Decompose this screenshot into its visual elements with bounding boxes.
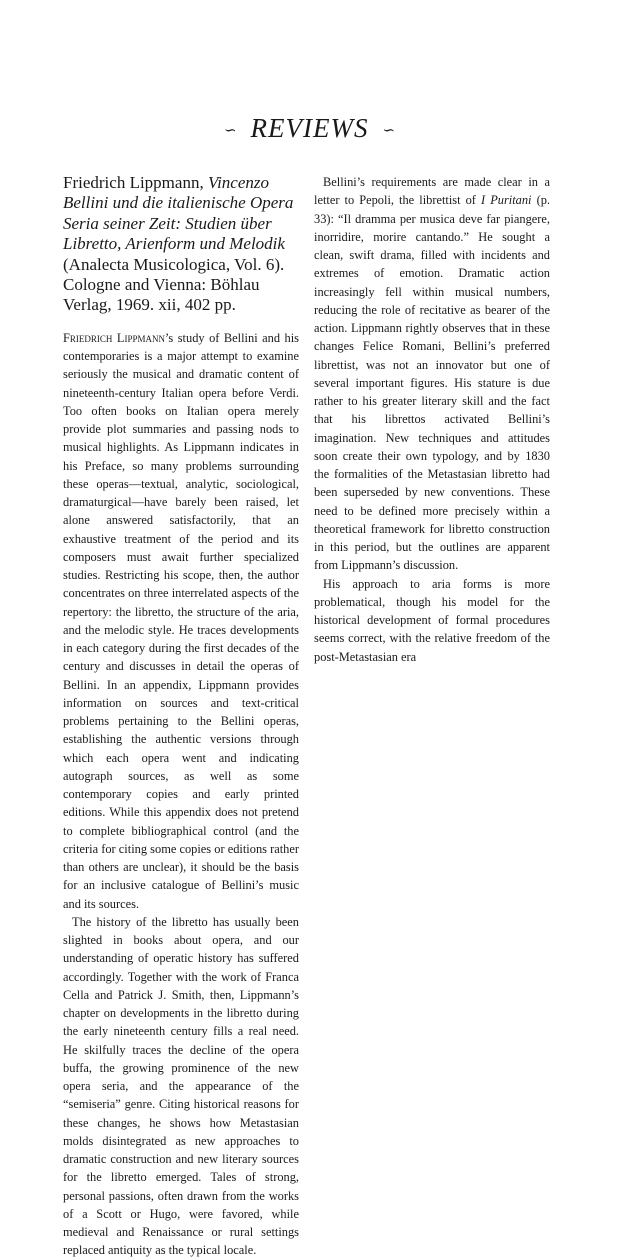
paragraph-3-before: Bellini’s requirements are made clear in a letter to Pepoli, the librettist of bbox=[314, 175, 550, 208]
book-title: Vincenzo Bellini und die italienische Opera Seria seiner Zeit: Studien über Libretto, Arienform und Melodik bbox=[63, 173, 294, 254]
opera-title: I Puritani bbox=[481, 193, 532, 208]
review-paragraph-3 bbox=[314, 173, 550, 575]
book-author: Friedrich Lippmann, bbox=[63, 173, 208, 192]
book-citation bbox=[63, 173, 299, 316]
section-header bbox=[0, 113, 619, 144]
left-column bbox=[63, 173, 299, 1260]
ornament-left-icon: ∽ bbox=[223, 123, 237, 140]
book-publication: (Analecta Musicologica, Vol. 6). Cologne and Vienna: Böhlau Verlag, 1969. xii, 402 pp. bbox=[63, 254, 285, 315]
review-paragraph-2: The history of the libretto has usually been slighted in books about opera, and our understanding of operatic history has suffered accordingly. Together with the work of Franca Cella and Patrick J. Smith, then, Lippmann’s chapter on developments in the libretto during the early nineteenth century fills a real need. He skilfully traces the decline of the opera buffa, the growing prominence of the new opera seria, and the appearance of the “semiseria” genre. Citing historical reasons for these changes, he shows how Metastasian molds disintegrated as new approaches to dramatic construction and new literary sources for the libretto emerged. Tales of strong, personal passions, often drawn from the works of a Scott or Hugo, were favored, while medieval and Renaissance or rural settings replaced antiquity as the typical locale. bbox=[63, 914, 299, 1258]
paragraph-3-after: (p. 33): “Il dramma per musica deve far piangere, inorridire, morire cantando.” He sought a clean, swift drama, filled with incidents and extremes of emotion. Dramatic action increasingly fell within musical numbers, reducing the role of recitative as bearer of the action. Lippmann rightly observes that in these changes Felice Romani, Bellini’s preferred librettist, was not an innovator but one of several important figures. His stature is due rather to his greater literary skill and the fact that his librettos activated Bellini’s imagination. New techniques and attitudes soon create their own typology, and by 1830 the formalities of the Metastasian libretto had been superseded by new conventions. These need to be defined more precisely within a theoretical framework for libretto construction in this period, but the outlines are apparent from Lippmann’s discussion. bbox=[314, 193, 550, 573]
ornament-right-icon: ∽ bbox=[382, 123, 396, 140]
review-paragraph-1 bbox=[63, 329, 299, 913]
right-column bbox=[314, 173, 550, 666]
paragraph-1-text: ’s study of Bellini and his contemporaries is a major attempt to examine seriously the musical and dramatic content of nineteenth-century Italian opera before Verdi. Too often books on Italian opera merely provide plot summaries and passing nods to musical highlights. As Lippmann indicates in his Preface, so many problems surrounding these operas—textual, analytic, sociological, dramaturgical—have barely been raised, let alone answered satisfactorily, that an exhaustive treatment of the period and its composers must await further specialized studies. Restricting his scope, then, the author concentrates on three interrelated aspects of the repertory: the libretto, the structure of the aria, and the melodic style. He traces developments in each category during the first decades of the century and discusses in detail the operas of Bellini. In an appendix, Lippmann provides information on sources and text-critical problems pertaining to the Bellini operas, establishing the authentic versions through which each opera went and indicating autograph sources, as well as some contemporary copies and early printed editions. While this appendix does not pretend to complete bibliographical control (and the criteria for citing some copies or editions rather than others are unclear), it should be the basis for an inclusive catalogue of Bellini’s music and its sources. bbox=[63, 330, 299, 911]
reviewed-author-name: Friedrich Lippmann bbox=[63, 330, 165, 345]
section-title: REVIEWS bbox=[250, 113, 369, 143]
review-paragraph-4: His approach to aria forms is more problematical, though his model for the historical development of formal procedures seems correct, with the relative freedom of the post-Metastasian era bbox=[314, 576, 550, 664]
